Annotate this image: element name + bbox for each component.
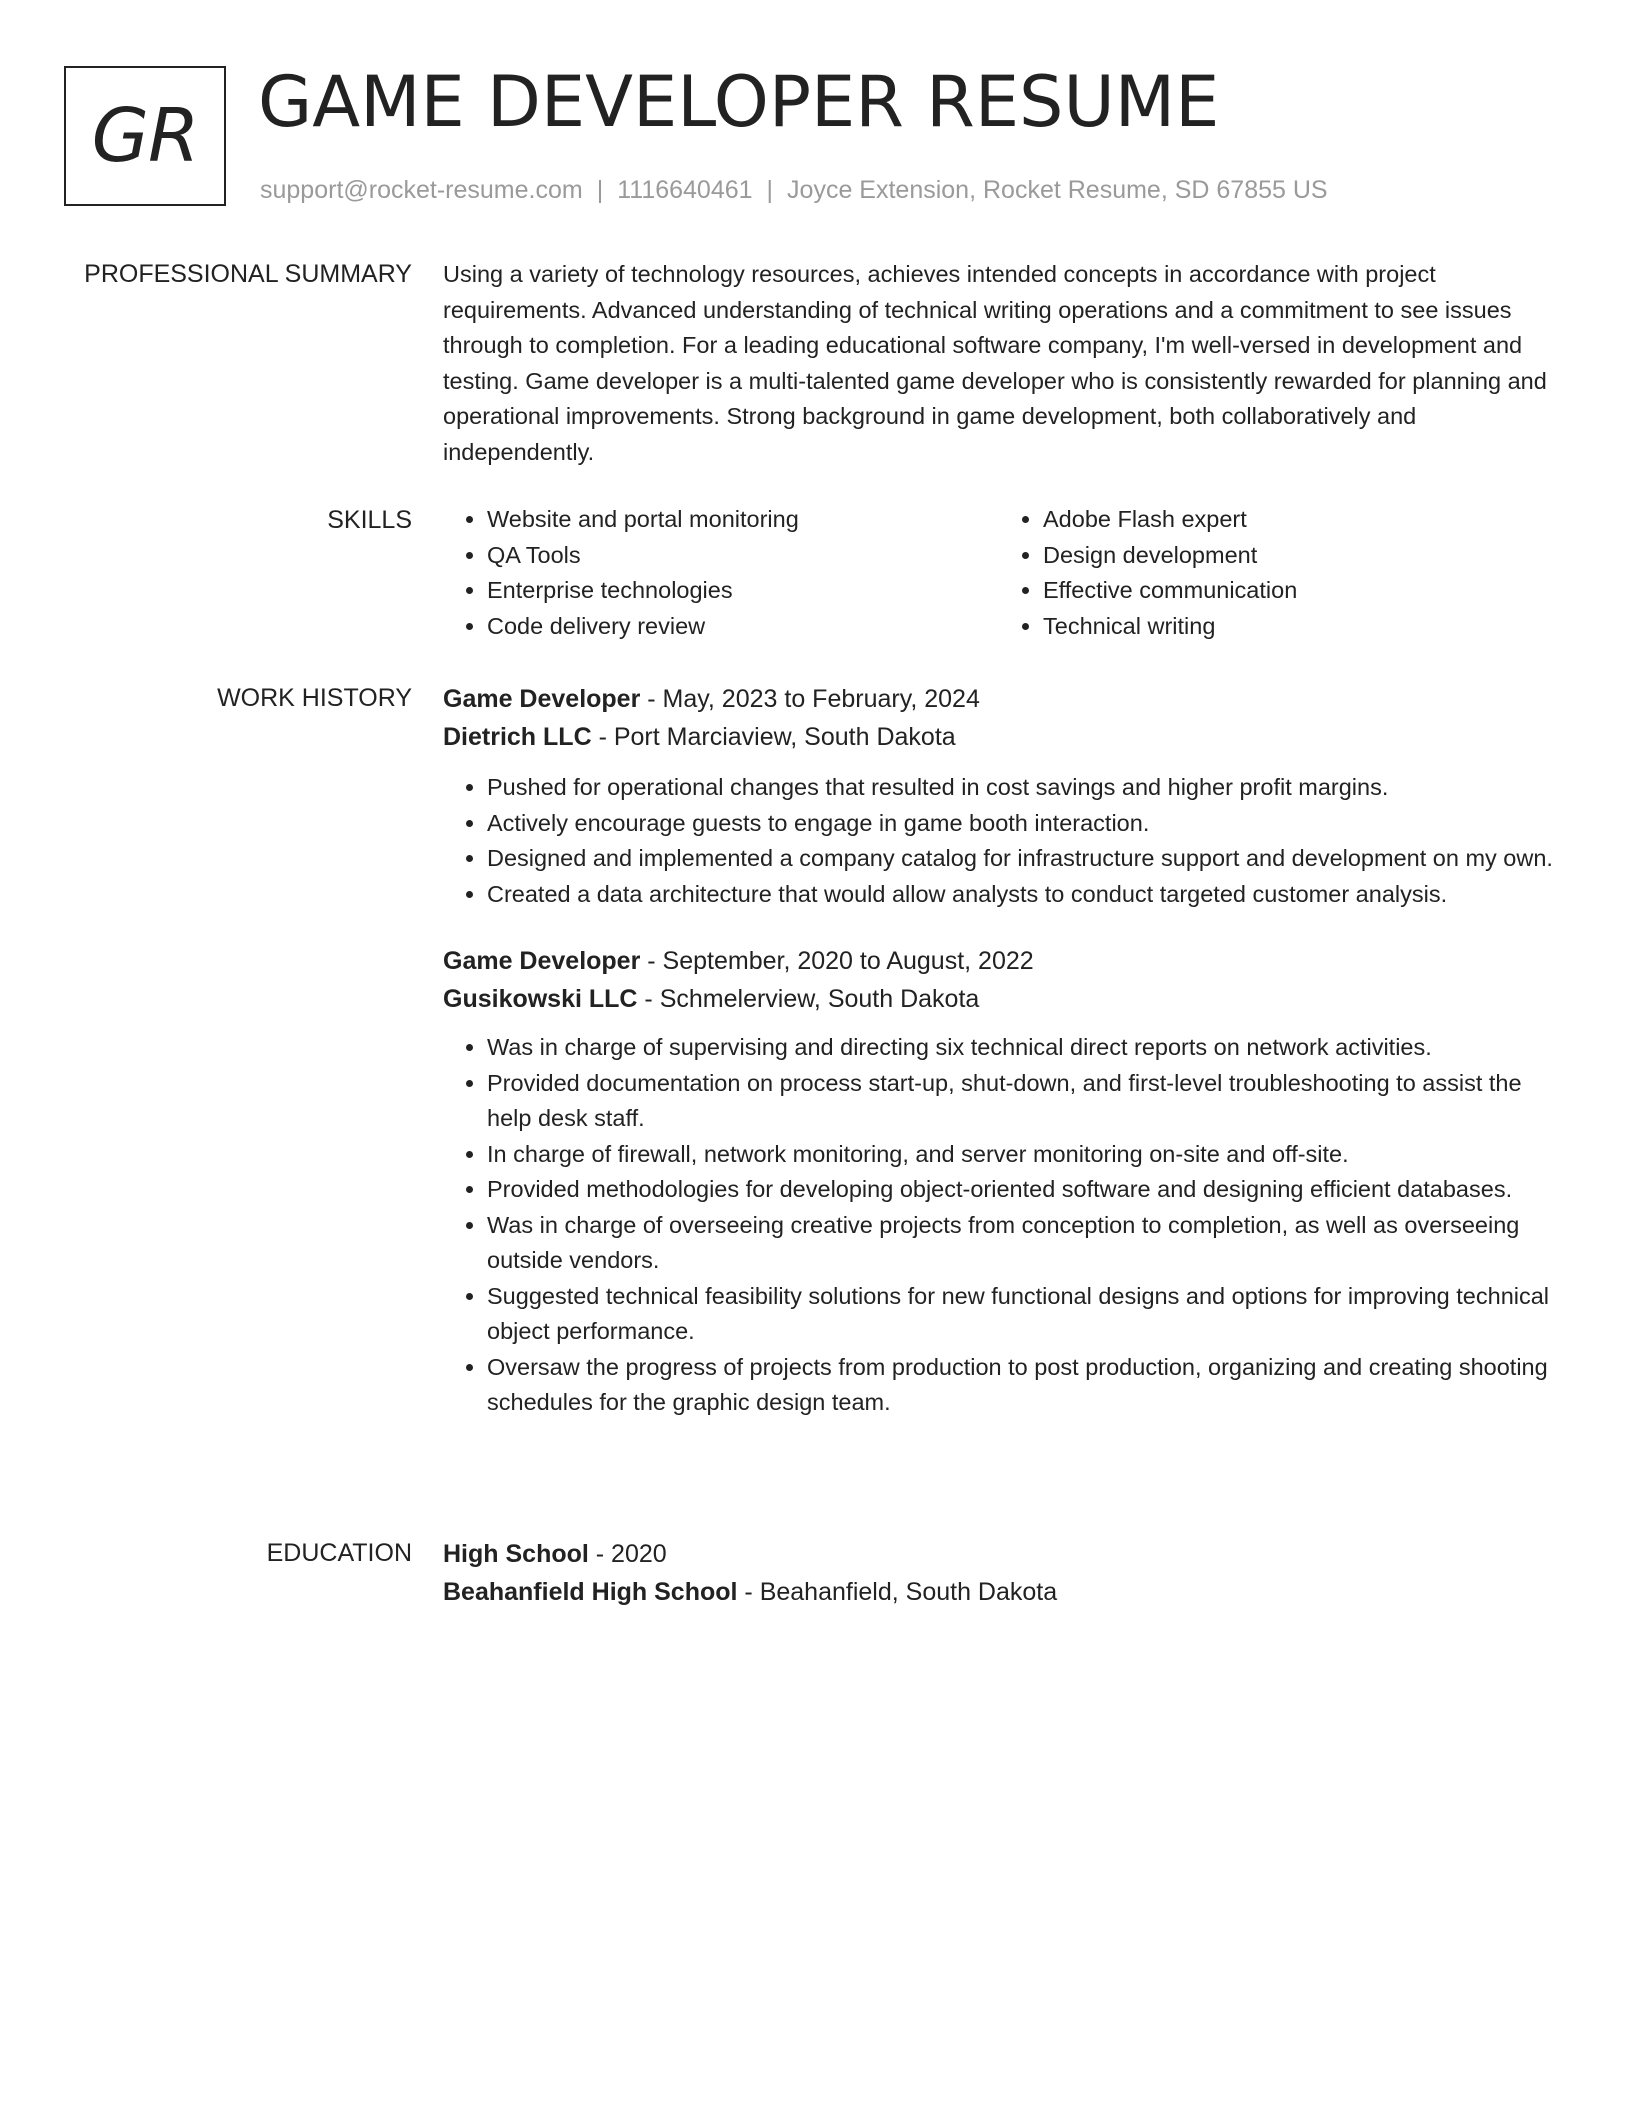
job-dates: - May, 2023 to February, 2024 — [640, 685, 980, 713]
job-entry — [443, 680, 1555, 912]
summary-text: Using a variety of technology resources, achieves intended concepts in accordance with project requirements. Advanced understanding of technical writing operations and a commitment to see issues through to completion. For a leading educational software company, I'm well-versed in development and testing. Game developer is a multi-talented game developer who is consistently rewarded for planning and operational improvements. Strong background in game development, both collaboratively and independently. — [443, 261, 1547, 465]
job-company: Gusikowski LLC — [443, 985, 638, 1013]
summary-label: PROFESSIONAL SUMMARY — [84, 260, 412, 288]
job-duty: • Suggested technical feasibility solutions for new functional designs and options for improving technical object performance. — [487, 1279, 1555, 1350]
job-title: Game Developer — [443, 685, 641, 713]
skill-item: • Website and portal monitoring — [487, 502, 999, 538]
skills-body — [443, 502, 1555, 644]
education-body — [443, 1535, 1555, 1611]
job-dates: - September, 2020 to August, 2022 — [640, 947, 1034, 975]
job-company-line — [443, 718, 1555, 756]
job-duty: • Provided methodologies for developing object-oriented software and designing efficient databases. — [487, 1172, 1555, 1208]
resume-title: GAME DEVELOPER RESUME — [258, 61, 1220, 143]
skills-list-right — [999, 502, 1555, 644]
job-title-line — [443, 680, 1555, 718]
skills-list-left — [443, 502, 999, 644]
education-degree: High School — [443, 1540, 589, 1568]
job-duty: • Provided documentation on process start-up, shut-down, and first-level troubleshooting to assist the help desk staff. — [487, 1066, 1555, 1137]
job-duty: • Was in charge of supervising and directing six technical direct reports on network activities. — [487, 1030, 1555, 1066]
monogram-logo: GR — [64, 66, 226, 206]
education-school-line — [443, 1573, 1555, 1611]
education-label: EDUCATION — [266, 1539, 412, 1567]
job-duties — [443, 1030, 1555, 1421]
skill-item: • Design development — [1043, 538, 1555, 574]
skill-item: • Code delivery review — [487, 609, 999, 645]
job-title: Game Developer — [443, 947, 641, 975]
skill-item: • Enterprise technologies — [487, 573, 999, 609]
contact-separator: | — [596, 176, 604, 204]
job-duty: • Pushed for operational changes that resulted in cost savings and higher profit margins. — [487, 770, 1555, 806]
work-label: WORK HISTORY — [217, 684, 412, 712]
job-title-line — [443, 942, 1555, 980]
job-duty: • Actively encourage guests to engage in game booth interaction. — [487, 806, 1555, 842]
contact-email: support@rocket-resume.com — [260, 176, 583, 204]
skills-label: SKILLS — [327, 506, 412, 534]
skills-grid — [443, 502, 1555, 644]
job-location: - Schmelerview, South Dakota — [637, 985, 980, 1013]
job-duties — [443, 770, 1555, 912]
contact-separator: | — [766, 176, 774, 204]
skill-item: • QA Tools — [487, 538, 999, 574]
education-school: Beahanfield High School — [443, 1578, 738, 1606]
job-duty: • Was in charge of overseeing creative projects from conception to completion, as well as overseeing outside vendors. — [487, 1208, 1555, 1279]
job-location: - Port Marciaview, South Dakota — [591, 723, 956, 751]
job-duty: • Created a data architecture that would allow analysts to conduct targeted customer analysis. — [487, 877, 1555, 913]
summary-body — [443, 257, 1555, 470]
skill-item: • Adobe Flash expert — [1043, 502, 1555, 538]
skill-item: • Effective communication — [1043, 573, 1555, 609]
work-body — [443, 680, 1555, 1421]
job-duty: • Oversaw the progress of projects from production to post production, organizing and creating shooting schedules for the graphic design team. — [487, 1350, 1555, 1421]
contact-line — [260, 172, 1328, 208]
skill-item: • Technical writing — [1043, 609, 1555, 645]
education-year: - 2020 — [588, 1540, 667, 1568]
job-company: Dietrich LLC — [443, 723, 592, 751]
job-duty: • In charge of firewall, network monitoring, and server monitoring on-site and off-site. — [487, 1137, 1555, 1173]
contact-address: Joyce Extension, Rocket Resume, SD 67855 US — [787, 176, 1328, 204]
job-duty: • Designed and implemented a company catalog for infrastructure support and development on my own. — [487, 841, 1555, 877]
education-location: - Beahanfield, South Dakota — [737, 1578, 1058, 1606]
job-entry — [443, 942, 1555, 1421]
contact-phone: 1116640461 — [617, 176, 753, 204]
education-degree-line — [443, 1535, 1555, 1573]
job-company-line — [443, 980, 1555, 1018]
